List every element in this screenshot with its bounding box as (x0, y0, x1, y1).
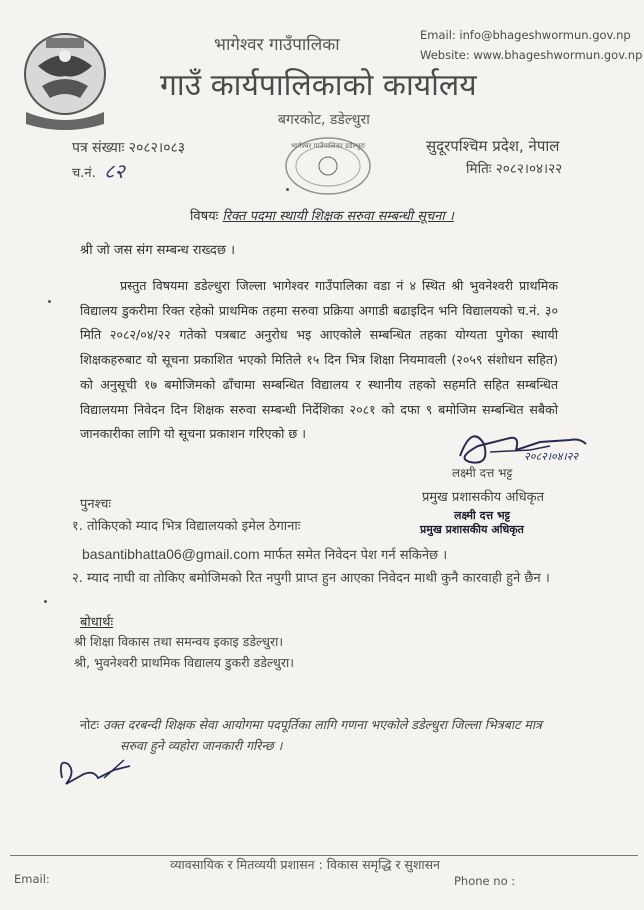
letter-subject (190, 206, 454, 224)
letter-date: मितिः २०८२।०४।२२ (466, 161, 563, 177)
office-location: बगरकोट, डडेल्धुरा (278, 112, 370, 128)
office-title: गाउँ कार्यपालिकाको कार्यालय (160, 68, 477, 103)
punch-dot (286, 188, 289, 191)
reference-number: पत्र संख्याः २०८२।०८३ (72, 140, 186, 156)
header-email: Email: info@bhageshwormun.gov.np (420, 28, 631, 42)
note-section (80, 714, 580, 756)
office-stamp (264, 132, 392, 198)
postscript-email-suffix: मार्फत समेत निवेदन पेश गर्न सकिनेछ । (263, 548, 448, 563)
note-line-1: उक्त दरबन्दी शिक्षक सेवा आयोगमा पदपूर्तिका लागि गणना भएकोले डडेल्धुरा जिल्ला भित्रबाट मात्र (103, 717, 542, 732)
postscript-email-line (82, 545, 447, 563)
subject-text: रिक्त पदमा स्थायी शिक्षक सरुवा सम्बन्धी सूचना । (222, 209, 454, 224)
letter-body: प्रस्तुत विषयमा डडेल्धुरा जिल्ला भागेश्वर गाउँपालिका वडा नं ४ स्थित श्री भुवनेश्वरी प्राथमिक विद्यालय डुकरीमा रिक्त रहेको प्राथमिक तहमा सरुवा प्रक्रिया अगाडी बढाइदिन भनि विद्यालयको च.नं. ३० मिति २०८२/०४/२२ गतेको पत्रबाट अनुरोध भइ आएकोले सम्बन्धित तहका योग्यता पुगेका स्थायी शिक्षकहरुबाट यो सूचना प्रकाशित भएको मितिले १५ दिन भित्र शिक्षा नियमावली (२०५९ संशोधन सहित) को अनुसूची १७ बमोजिमको ढाँचामा सम्बन्धित विद्यालय र स्थानीय तहको सहमति सहित सम्बन्धित विद्यालयमा निवेदन दिन शिक्षक सरुवा सम्बन्धी निर्देशिका २०८१ को दफा ९ बमोजिम सम्बन्धित सबैको जानकारीका लागि यो सूचना प्रकाशन गरिएको छ । (80, 278, 558, 442)
signatory-name: लक्ष्मी दत्त भट्ट (452, 466, 513, 480)
cc-item: श्री शिक्षा विकास तथा समन्वय इकाइ डडेल्धुरा। (74, 634, 284, 649)
school-email: basantibhatta06@gmail.com (82, 546, 260, 562)
footer-slogan: व्यावसायिक र मितव्ययी प्रशासन : विकास समृद्धि र सुशासन (170, 857, 440, 872)
signatory-stamp (420, 509, 524, 537)
chalani-number-handwritten: ८२ (104, 159, 125, 183)
municipality-name: भागेश्वर गाउँपालिका (214, 35, 340, 55)
signatory-stamp-title: प्रमुख प्रशासकीय अधिकृत (420, 523, 524, 536)
cc-label: बोधार्थः (80, 615, 114, 630)
note-initials-signature (54, 748, 134, 796)
cc-item: श्री, भुवनेश्वरी प्राथमिक विद्यालय डुकरी डडेल्धुरा। (74, 655, 294, 670)
postscript-point-1: १. तोकिएको म्याद भित्र विद्यालयको इमेल ठेगानाः (72, 519, 301, 534)
header-website: Website: www.bhageshwormun.gov.np (420, 48, 643, 62)
subject-label: विषयः (190, 209, 219, 224)
signatory-title: प्रमुख प्रशासकीय अधिकृत (422, 490, 545, 505)
salutation: श्री जो जस संग सम्बन्ध राख्दछ । (80, 243, 236, 258)
office-stamp-text: भागेश्वर गाउँपालिका डडेल्धुरा (291, 142, 365, 150)
footer-email-label: Email: (14, 872, 50, 886)
note-line-2: सरुवा हुने व्यहोरा जानकारी गरिन्छ । (120, 738, 283, 753)
signatory-stamp-name: लक्ष्मी दत्त भट्ट (454, 509, 510, 522)
postscript-label: पुनश्चः (80, 497, 112, 512)
signature-date: २०८२।०४।२२ (524, 450, 579, 463)
province-name: सुदूरपश्चिम प्रदेश, नेपाल (426, 137, 560, 155)
note-label: नोटः (80, 717, 100, 732)
chalani-label: च.नं. (72, 166, 96, 181)
punch-dot (44, 600, 47, 603)
footer-phone-label: Phone no : (454, 874, 516, 888)
postscript-point-2: २. म्याद नाघी वा तोकिए बमोजिमको रित नपुगी प्राप्त हुन आएका निवेदन माथी कुनै कारवाही हुने छैन । (72, 571, 550, 586)
nepal-emblem-logo (18, 24, 112, 136)
punch-dot (48, 300, 51, 303)
